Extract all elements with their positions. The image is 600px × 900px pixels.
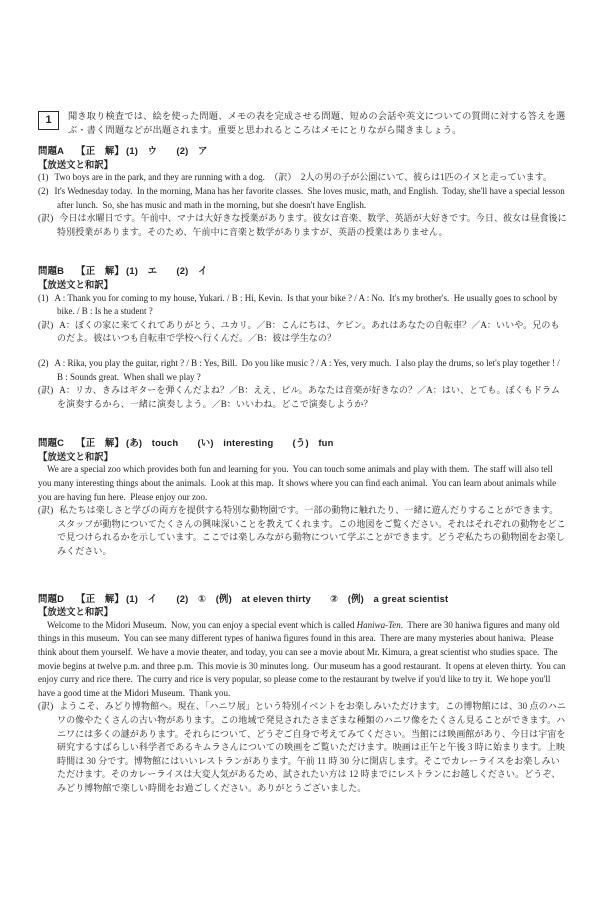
transcript-item — [38, 357, 567, 384]
intro-block — [38, 110, 567, 137]
section-a-header — [38, 144, 567, 158]
item-marker: (訳) — [38, 213, 54, 224]
item-text: It's Wednesday today. In the morning, Mana has her favorite classes. She loves music, math, and English. Today, she'll have a special lesson after lunch. So, she has music and math in the morning, but she doesn't have English. — [54, 185, 568, 210]
transcript-label: 【放送文と和訳】 — [38, 158, 114, 170]
section-d-header — [38, 592, 567, 606]
english-part-1: Welcome to the Midori Museum. Now, you can enjoy a special event which is called — [47, 619, 357, 630]
item-text: 私たちは楽しさと学びの両方を提供する特別な動物園です。一部の動物に触れたり、一緒に遊んだりすることができます。スタッフが動物についてたくさんの興味深いことを教えてくれます。この地図をご覧ください。それはそれぞれの動物をどこで見つけられるかを示しています。ここでは楽しみながら動物について学ぶことができます。どうぞ私たちの動物園をお楽しみください。 — [57, 505, 566, 557]
item-marker: (訳) — [38, 701, 54, 712]
section-b-answers: (1) エ (2) イ — [126, 265, 208, 277]
item-text: 今日は水曜日です。午前中、マナは大好きな授業があります。彼女は音楽、数学、英語が大好きです。今日、彼女は昼食後に特別授業があります。そのため、午前中に音楽と数学がありますが、英語の授業はありません。 — [57, 213, 567, 237]
section-c-title: 問題C — [38, 437, 65, 449]
transcript-item — [38, 384, 567, 411]
intro-text: 聞き取り検査では、絵を使った問題、メモの表を完成させる問題、短めの会話や英文についての質問に対する答えを選ぶ・書く問題などが出題されます。重要と思われるところはメモにとりながら聞きましょう。 — [68, 111, 566, 135]
section-number-box: 1 — [38, 111, 59, 130]
section-mondai-c — [38, 436, 567, 558]
transcript-item — [38, 319, 567, 346]
transcript-item — [38, 212, 567, 239]
item-marker: (1) — [38, 292, 49, 303]
item-marker: (訳) — [38, 505, 54, 516]
item-marker: (2) — [38, 185, 49, 196]
section-d-title: 問題D — [38, 592, 65, 604]
answer-label: 【正 解】 — [76, 145, 125, 157]
section-mondai-d — [38, 592, 567, 796]
transcript-translation — [38, 504, 567, 558]
item-text: A：ぼくの家に来てくれてありがとう、ユカリ。／B：こんにちは、ケビン。あれはあなたの自転車？／A：いいや。兄のものだよ。彼はいつも自転車で学校へ行くんだ。／B：彼は学生なの？ — [57, 319, 560, 344]
item-marker: (訳) — [38, 319, 54, 330]
item-text: A：リカ、きみはギターを弾くんだよね？／B：ええ、ビル。あなたは音楽が好きなの？／A：はい、とても。ぼくもドラムを演奏するから、一緒に演奏しよう。／B：いいわね。どこで演奏しようか？ — [57, 385, 561, 409]
item-text: A : Rika, you play the guitar, right ? / B : Yes, Bill. Do you like music ? / A : Yes, very much. I also play the drums, so let's play together ! / B : Sounds great. When shall we play ? — [54, 357, 562, 382]
transcript-item — [38, 292, 567, 319]
transcript-english: We are a special zoo which provides both fun and learning for you. You can touch some animals and play with them. The staff will also tell you many interesting things about the animals. Look at this map. It shows where you can find each animal. You can learn about animals while you are having fun here. Please enjoy our zoo. — [38, 464, 559, 502]
item-text: A : Thank you for coming to my house, Yukari. / B : Hi, Kevin. Is that your bike ? / A : No. It's my brother's. He usually goes to school by bike. / B : Is he a student ? — [54, 292, 560, 317]
transcript-english — [38, 619, 567, 701]
section-mondai-b — [38, 264, 567, 411]
transcript-item — [38, 185, 567, 212]
answer-label: 【正 解】 — [76, 592, 125, 604]
transcript-label: 【放送文と和訳】 — [38, 606, 114, 618]
transcript-translation — [38, 700, 567, 795]
section-d-answers: (1) イ (2) ① (例) at eleven thirty ② (例) a great scientist — [126, 592, 449, 604]
english-part-2: . There are 30 haniwa figures and many old things in this museum. You can see many different types of haniwa figures found in this area. There are many mysteries about haniwa. Please think about them yourself. We have a movie theater, and today, you can see a movie about Mr. Kimura, a great scientist who studies space. The movie begins at twelve p.m. and three p.m. This movie is 30 minutes long. Our museum has a good restaurant. It opens at eleven thirty. You can enjoy curry and rice there. The curry and rice is very popular, so please come to the restaurant by twelve if you'd like to try it. We hope you'll have a good time at the Midori Museum. Thank you. — [38, 619, 568, 698]
section-mondai-a — [38, 144, 567, 239]
section-a-title: 問題A — [38, 145, 65, 157]
item-marker: (1) — [38, 172, 49, 183]
answer-label: 【正 解】 — [76, 437, 125, 449]
item-text: Two boys are in the park, and they are running with a dog. （訳） 2人の男の子が公園にいて、彼らは1匹のイヌと走っています。 — [54, 172, 552, 183]
transcript-label: 【放送文と和訳】 — [38, 450, 114, 462]
answer-label: 【正 解】 — [76, 265, 125, 277]
item-marker: (訳) — [38, 385, 54, 396]
section-a-answers: (1) ウ (2) ア — [126, 145, 208, 157]
section-b-header — [38, 264, 567, 278]
section-b-title: 問題B — [38, 265, 65, 277]
section-c-header — [38, 436, 567, 450]
section-c-answers: (あ) touch (い) interesting (う) fun — [126, 437, 334, 449]
transcript-item — [38, 171, 567, 185]
item-marker: (2) — [38, 357, 49, 368]
transcript-label: 【放送文と和訳】 — [38, 278, 114, 290]
item-text: ようこそ、みどり博物館へ。現在、「ハニワ展」という特別イベントをお楽しみいただけます。この博物館には、30 点のハニワの像やたくさんの古い物があります。この地域で発見されたさまざまな種類のハニワ像をたくさん見ることができます。ハニワには多くの謎があります。それらについて、どうぞご自身で考えてみてください。当館には映画館があり、今日は宇宙を研究するすばらしい科学者であるキムラさんについての映画をご覧いただけます。映画は正午と午後 3 時に始まります。上映時間は 30 分です。博物館にはいいレストランがあります。午前 11 時 30 分に開店します。そこでカレーライスをお楽しみいただけます。そのカレーライスは大変人気があるため、試されたい方は 12 時までにレストランにお越しください。どうぞ、みどり博物館で楽しい時間をお過ごしください。ありがとうございました。 — [57, 701, 566, 793]
event-name-italic: Haniwa-Ten — [356, 619, 401, 630]
